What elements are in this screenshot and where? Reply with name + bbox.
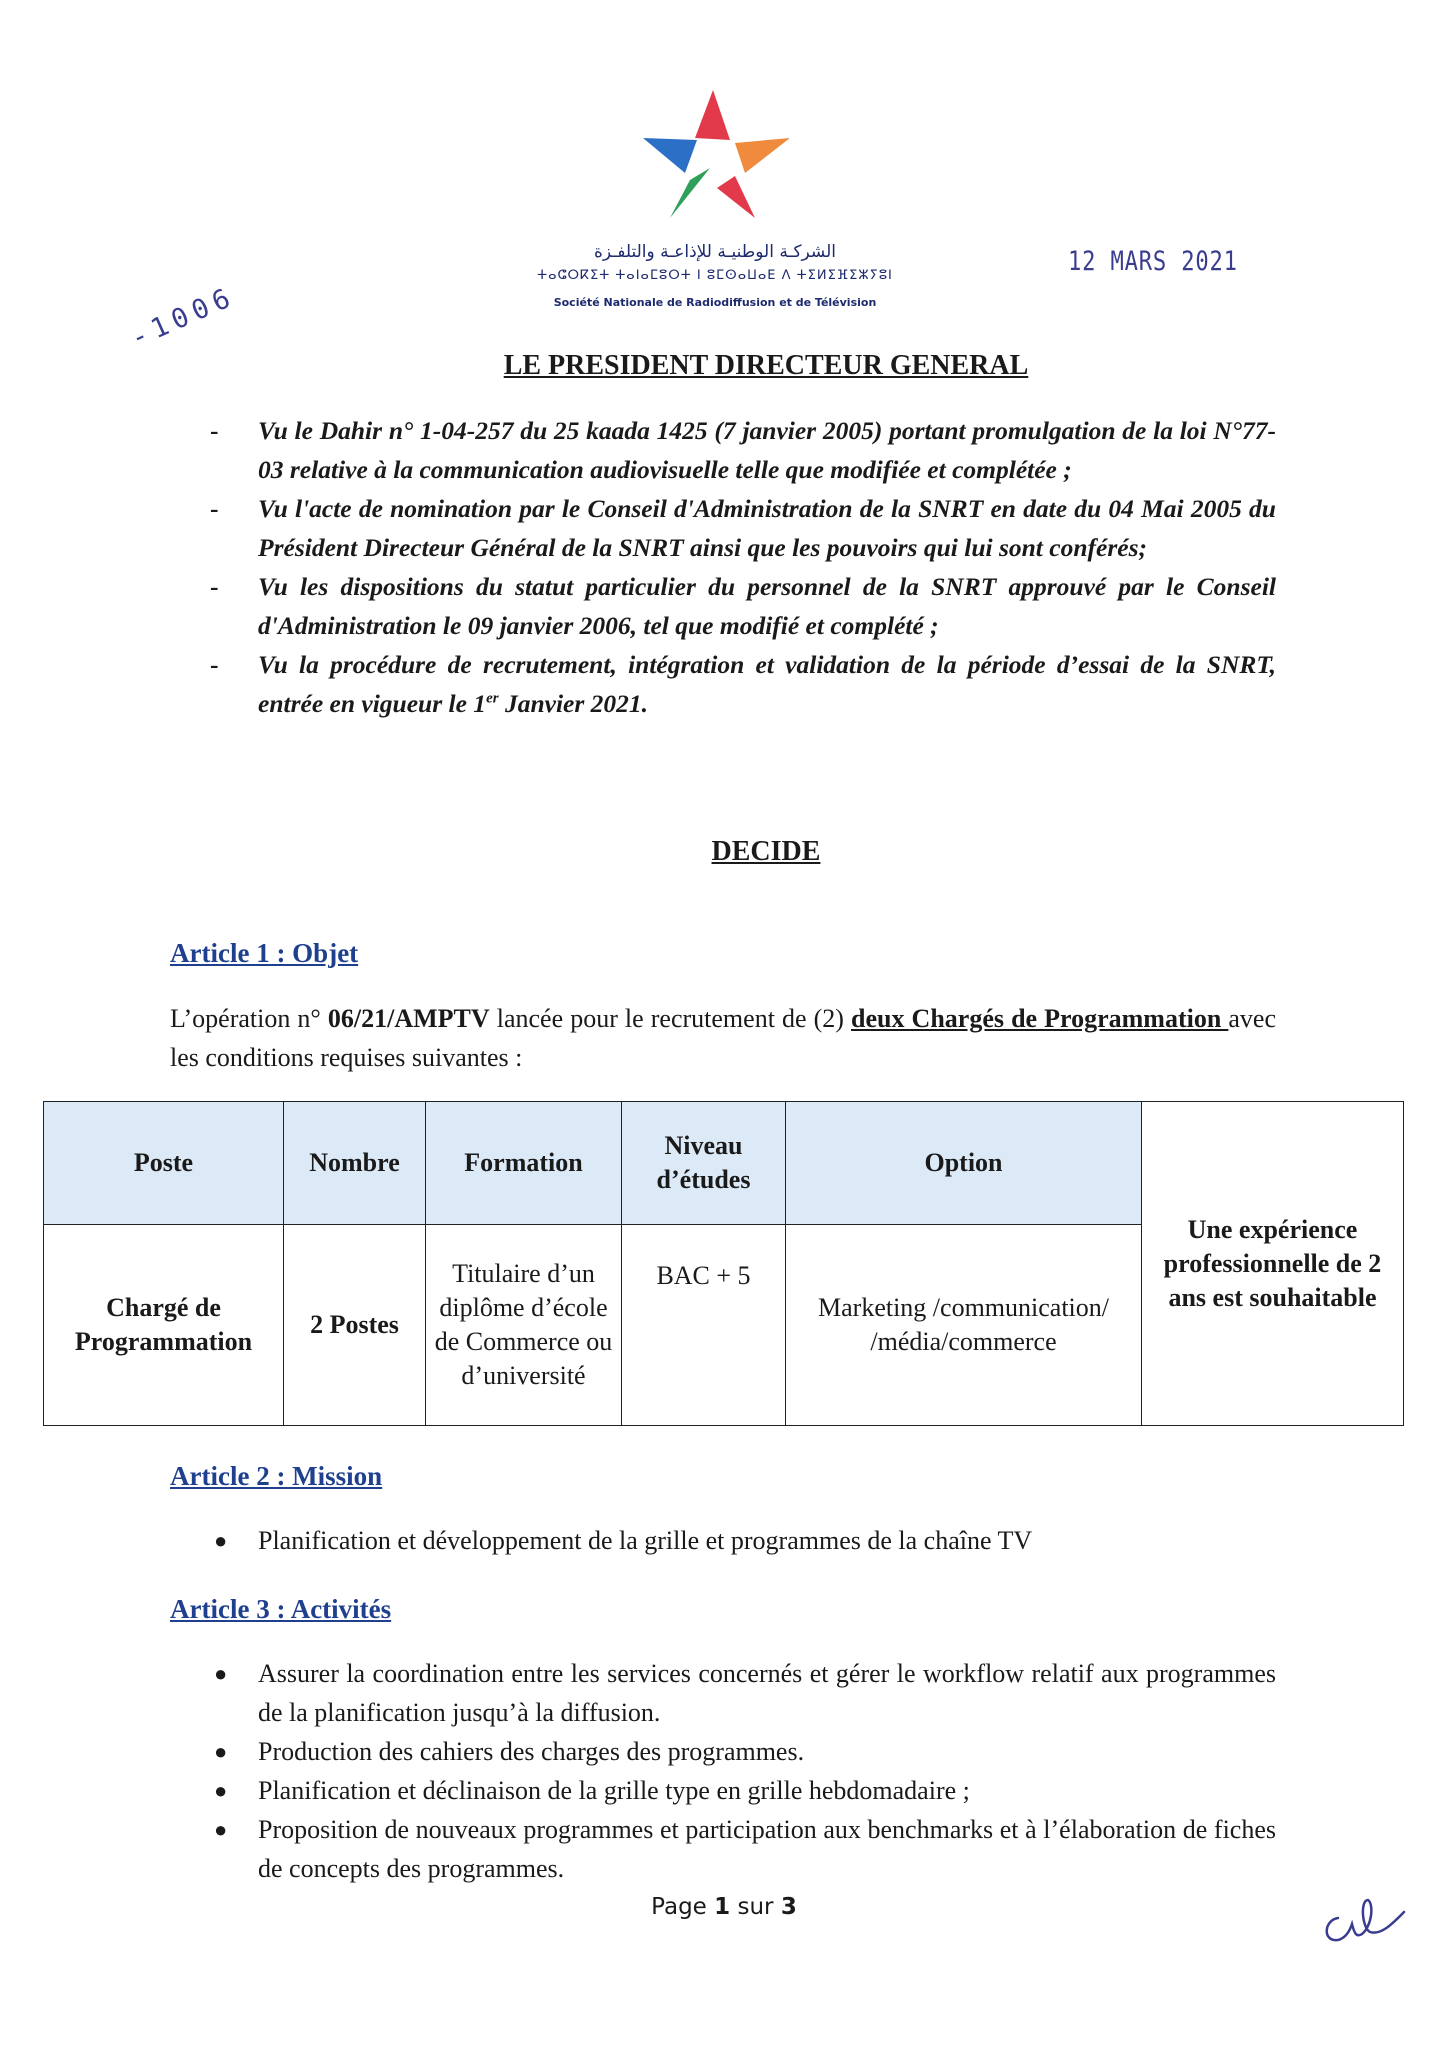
mission-list xyxy=(210,1521,1276,1560)
article-1-paragraph: L’opération n° 06/21/AMPTV lancée pour le recrutement de (2) deux Chargés de Programmation avec les conditions requises suivantes : xyxy=(170,1004,1276,1072)
experience-cell: Une expérience professionnelle de 2 ans est souhaitable xyxy=(1142,1102,1404,1426)
decide-heading: DECIDE xyxy=(711,836,821,867)
header-poste: Poste xyxy=(44,1102,284,1225)
bullet-icon: ● xyxy=(214,1661,228,1686)
article-1-heading: Article 1 : Objet xyxy=(170,938,359,968)
considerations-list xyxy=(210,411,1276,723)
list-item: ● Planification et développement de la grille et programmes de la chaîne TV xyxy=(210,1521,1276,1560)
page-title: LE PRESIDENT DIRECTEUR GENERAL xyxy=(503,350,1029,381)
dash-marker: - xyxy=(210,572,219,601)
org-name-arabic: الشركـة الوطنيـة للإذاعـة والتلفـزة xyxy=(593,242,836,262)
article-2-heading: Article 2 : Mission xyxy=(170,1461,383,1491)
date-stamp: 12 MARS 2021 xyxy=(1068,246,1238,277)
page-total: 3 xyxy=(780,1894,797,1920)
positions-label: deux Chargés de Programmation xyxy=(851,1004,1229,1033)
article-3-heading: Article 3 : Activités xyxy=(170,1594,392,1624)
bullet-icon: ● xyxy=(214,1778,228,1803)
cell-poste: Chargé de Programmation xyxy=(44,1225,284,1426)
dash-marker: - xyxy=(210,650,219,679)
consideration-item: - Vu le Dahir n° 1-04-257 du 25 kaada 1425 (7 janvier 2005) portant promulgation de la loi N°77-03 relative à la communication audiovisuelle telle que modifiée et complétée ; xyxy=(210,411,1276,489)
header-formation: Formation xyxy=(426,1102,622,1225)
dash-marker: - xyxy=(210,494,219,523)
page-current: 1 xyxy=(714,1894,731,1920)
cell-nombre: 2 Postes xyxy=(284,1225,426,1426)
header-nombre: Nombre xyxy=(284,1102,426,1225)
list-item: ● Proposition de nouveaux programmes et participation aux benchmarks et à l’élaboration de fiches de concepts des programmes. xyxy=(210,1810,1276,1888)
dash-marker: - xyxy=(210,416,219,445)
operation-number: 06/21/AMPTV xyxy=(327,1004,490,1033)
consideration-item: - Vu les dispositions du statut particulier du personnel de la SNRT approuvé par le Conseil d'Administration le 09 janvier 2006, tel que modifié et complété ; xyxy=(210,567,1276,645)
activities-list xyxy=(210,1654,1276,1888)
consideration-item: - Vu l'acte de nomination par le Conseil d'Administration de la SNRT en date du 04 Mai 2005 du Président Directeur Général de la SNRT ainsi que les pouvoirs qui lui sont conférés; xyxy=(210,489,1276,567)
consideration-item: - Vu la procédure de recrutement, intégration et validation de la période d’essai de la SNRT, entrée en vigueur le 1er Janvier 2021. xyxy=(210,645,1276,723)
requirements-table xyxy=(43,1101,1404,1426)
bullet-icon: ● xyxy=(214,1739,228,1764)
signature-initials xyxy=(1310,1880,1410,1960)
cell-option: Marketing /communication/ /média/commerce xyxy=(786,1225,1142,1426)
org-name-tifinagh: ⵜⴰⵛⵔⴽⵉⵜ ⵜⴰⵏⴰⵎⵓⵔⵜ ⵏ ⵓⵎⵙⴰⵡⴰⴹ ⴷ ⵜⵉⵍⵉⴼⵉⵣⵢⵓⵏ xyxy=(537,268,893,283)
list-item: ● Assurer la coordination entre les services concernés et gérer le workflow relatif aux programmes de la planification jusqu’à la diffusion. xyxy=(210,1654,1276,1732)
list-item: ● Planification et déclinaison de la grille type en grille hebdomadaire ; xyxy=(210,1771,1276,1810)
org-name-french: Société Nationale de Radiodiffusion et de Télévision xyxy=(553,296,877,309)
header-option: Option xyxy=(786,1102,1142,1225)
header-niveau: Niveau d’études xyxy=(622,1102,786,1225)
list-item: ● Production des cahiers des charges des programmes. xyxy=(210,1732,1276,1771)
cell-niveau: BAC + 5 xyxy=(622,1225,786,1426)
cell-formation: Titulaire d’un diplôme d’école de Commerce ou d’université xyxy=(426,1225,622,1426)
snrt-logo xyxy=(635,88,805,228)
bullet-icon: ● xyxy=(214,1528,228,1553)
bullet-icon: ● xyxy=(214,1817,228,1842)
registration-number-stamp: -1006 xyxy=(126,280,241,355)
page-footer: Page 1 sur 3 xyxy=(651,1894,797,1920)
